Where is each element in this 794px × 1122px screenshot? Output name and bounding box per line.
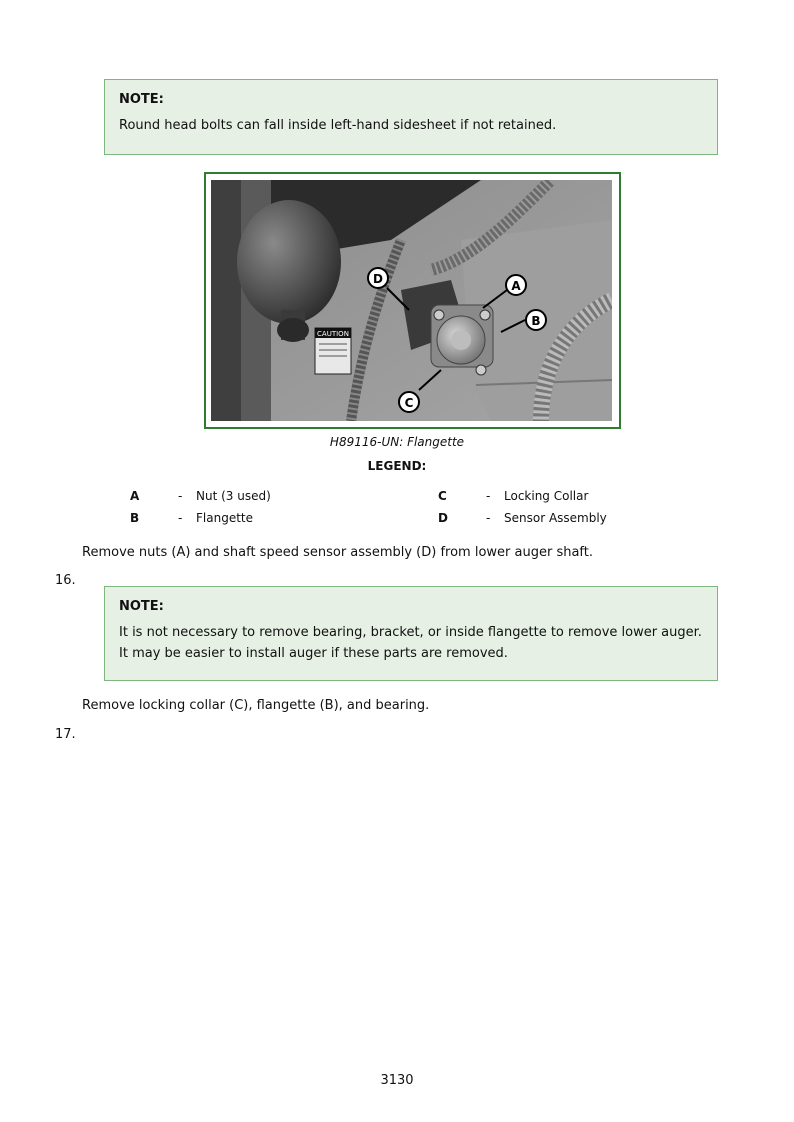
legend-key: B (130, 511, 140, 525)
note-text: It may be easier to install auger if these parts are removed. (119, 646, 508, 661)
legend-separator: - (178, 489, 183, 503)
legend-text: Nut (3 used) (196, 489, 271, 503)
step-instruction: Remove nuts (A) and shaft speed sensor assembly (D) from lower auger shaft. (82, 545, 593, 560)
step-instruction: Remove locking collar (C), flangette (B), and bearing. (82, 698, 430, 713)
legend-separator: - (486, 511, 491, 525)
legend-key: D (438, 511, 448, 525)
note-box (104, 586, 718, 681)
step-number: 17. (55, 727, 76, 742)
legend-key: A (130, 489, 140, 503)
legend-separator: - (486, 489, 491, 503)
note-text: Round head bolts can fall inside left-hand sidesheet if not retained. (119, 118, 557, 133)
legend-separator: - (178, 511, 183, 525)
note-title: NOTE: (119, 92, 164, 107)
note-box (104, 79, 718, 155)
figure-caption: H89116-UN: Flangette (329, 435, 465, 449)
callout-label: D (373, 272, 383, 286)
decal-text: CAUTION (317, 330, 349, 338)
legend-title: LEGEND: (367, 459, 427, 473)
note-title: NOTE: (119, 599, 164, 614)
note-text: It is not necessary to remove bearing, bracket, or inside flangette to remove lower auger. (119, 625, 702, 640)
callout-label: B (531, 314, 541, 328)
figure-frame (204, 172, 621, 429)
legend-text: Sensor Assembly (504, 511, 607, 525)
flangette-photo (211, 180, 612, 421)
callout-label: A (511, 279, 521, 293)
legend-text: Locking Collar (504, 489, 589, 503)
callout-label: C (404, 396, 414, 410)
step-number: 16. (55, 573, 76, 588)
legend-key: C (438, 489, 447, 503)
page-number: 3130 (380, 1073, 414, 1088)
legend-text: Flangette (196, 511, 253, 525)
